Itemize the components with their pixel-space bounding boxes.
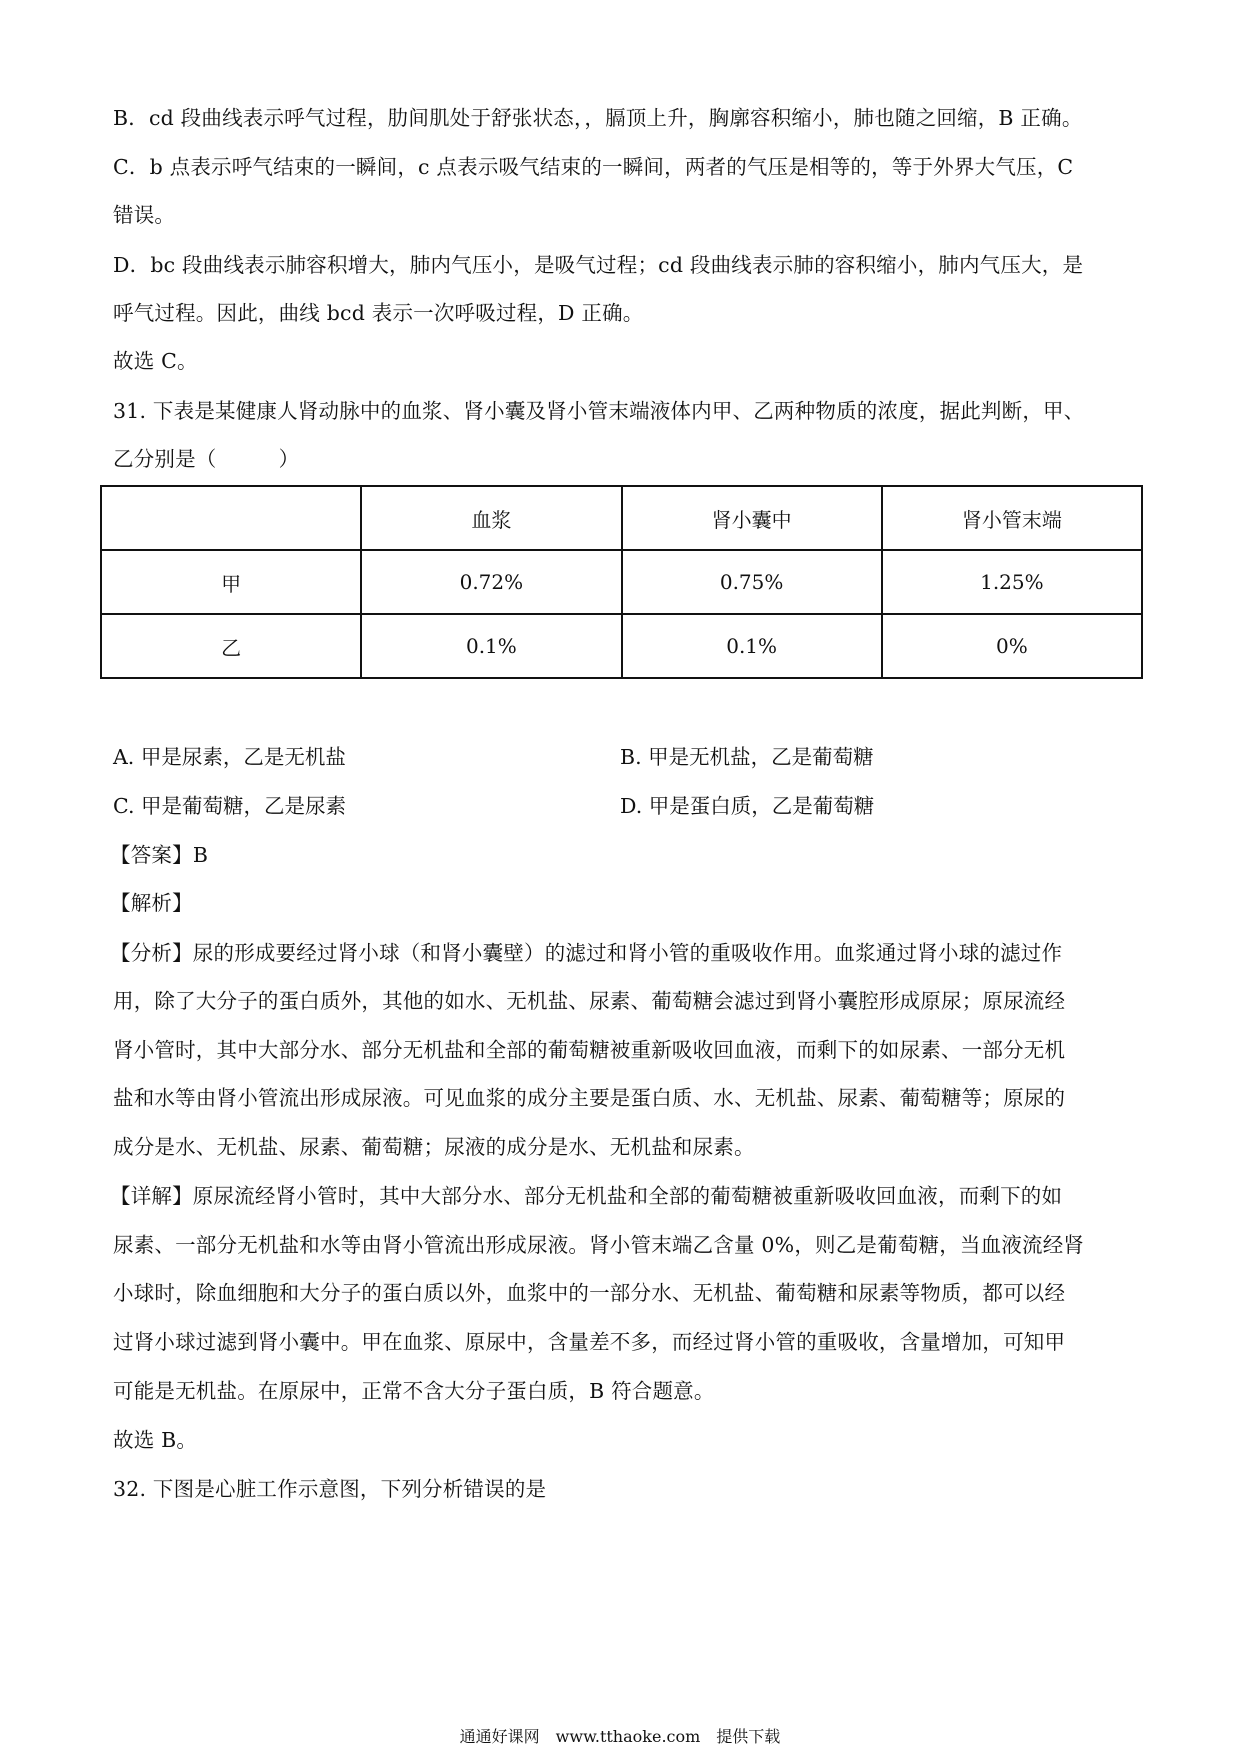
answer-tag: 【答案】 (110, 843, 193, 867)
analysis-line: 【分析】尿的形成要经过肾小球（和肾小囊壁）的滤过和肾小管的重吸收作用。血浆通过肾小球的滤过作 (110, 941, 1063, 965)
concentration-table (100, 485, 1143, 679)
answer-value: B (192, 843, 209, 867)
table-cell: 0% (882, 614, 1142, 678)
table-cell: 1.25% (882, 550, 1142, 614)
page-footer: 通通好课网 www.tthaoke.com 提供下载 (459, 1727, 781, 1746)
detail-line: 过肾小球过滤到肾小囊中。甲在血浆、原尿中，含量差不多，而经过肾小管的重吸收，含量增加，可知甲 (113, 1330, 1066, 1354)
detail-line: 尿素、一部分无机盐和水等由肾小管流出形成尿液。肾小管末端乙含量 0%，则乙是葡萄糖，当血液流经肾 (113, 1233, 1085, 1257)
table-cell: 0.75% (622, 550, 882, 614)
table-header-cell: 肾小囊中 (622, 486, 882, 550)
table-header-cell (101, 486, 361, 550)
analysis-line: 肾小管时，其中大部分水、部分无机盐和全部的葡萄糖被重新吸收回血液，而剩下的如尿素、一部分无机 (113, 1038, 1066, 1062)
option-b: B. 甲是无机盐，乙是葡萄糖 (620, 745, 874, 769)
table-cell: 甲 (101, 550, 361, 614)
table-cell: 0.1% (622, 614, 882, 678)
explanation-line: B．cd 段曲线表示呼气过程，肋间肌处于舒张状态，，膈顶上升，胸廓容积缩小，肺也随之回缩，B 正确。 (113, 106, 1083, 130)
table-header-cell: 肾小管末端 (882, 486, 1142, 550)
table-row (101, 614, 1142, 678)
table-row (101, 550, 1142, 614)
answer-line (110, 840, 1130, 870)
question-31-stem: 乙分别是（ ） (113, 447, 300, 471)
detail-line: 可能是无机盐。在原尿中，正常不含大分子蛋白质，B 符合题意。 (113, 1379, 715, 1403)
option-d: D. 甲是蛋白质，乙是葡萄糖 (620, 794, 875, 818)
explanation-line: D．bc 段曲线表示肺容积增大，肺内气压小，是吸气过程；cd 段曲线表示肺的容积缩小，肺内气压大，是 (113, 253, 1084, 277)
table-cell: 0.72% (361, 550, 621, 614)
analysis-line: 成分是水、无机盐、尿素、葡萄糖；尿液的成分是水、无机盐和尿素。 (113, 1135, 755, 1159)
conclusion-line: 故选 B。 (113, 1428, 198, 1452)
analysis-tag: 【解析】 (110, 891, 193, 915)
option-c: C. 甲是葡萄糖，乙是尿素 (113, 794, 346, 818)
table-cell: 0.1% (361, 614, 621, 678)
table-cell: 乙 (101, 614, 361, 678)
conclusion-line: 故选 C。 (113, 349, 198, 373)
explanation-line: C．b 点表示呼气结束的一瞬间，c 点表示吸气结束的一瞬间，两者的气压是相等的，等于外界大气压，C (113, 155, 1074, 179)
question-32-stem: 32. 下图是心脏工作示意图，下列分析错误的是 (113, 1477, 547, 1501)
detail-line: 【详解】原尿流经肾小管时，其中大部分水、部分无机盐和全部的葡萄糖被重新吸收回血液，而剩下的如 (110, 1184, 1063, 1208)
analysis-line: 盐和水等由肾小管流出形成尿液。可见血浆的成分主要是蛋白质、水、无机盐、尿素、葡萄糖等；原尿的 (113, 1086, 1066, 1110)
analysis-line: 用，除了大分子的蛋白质外，其他的如水、无机盐、尿素、葡萄糖会滤过到肾小囊腔形成原尿；原尿流经 (113, 989, 1066, 1013)
explanation-line: 错误。 (113, 203, 176, 227)
table-header-cell: 血浆 (361, 486, 621, 550)
table-header-row (101, 486, 1142, 550)
explanation-line: 呼气过程。因此，曲线 bcd 表示一次呼吸过程，D 正确。 (113, 301, 644, 325)
question-31-stem: 31. 下表是某健康人肾动脉中的血浆、肾小囊及肾小管末端液体内甲、乙两种物质的浓度，据此判断，甲、 (113, 399, 1085, 423)
detail-line: 小球时，除血细胞和大分子的蛋白质以外，血浆中的一部分水、无机盐、葡萄糖和尿素等物质，都可以经 (113, 1281, 1066, 1305)
option-a: A. 甲是尿素，乙是无机盐 (113, 745, 346, 769)
